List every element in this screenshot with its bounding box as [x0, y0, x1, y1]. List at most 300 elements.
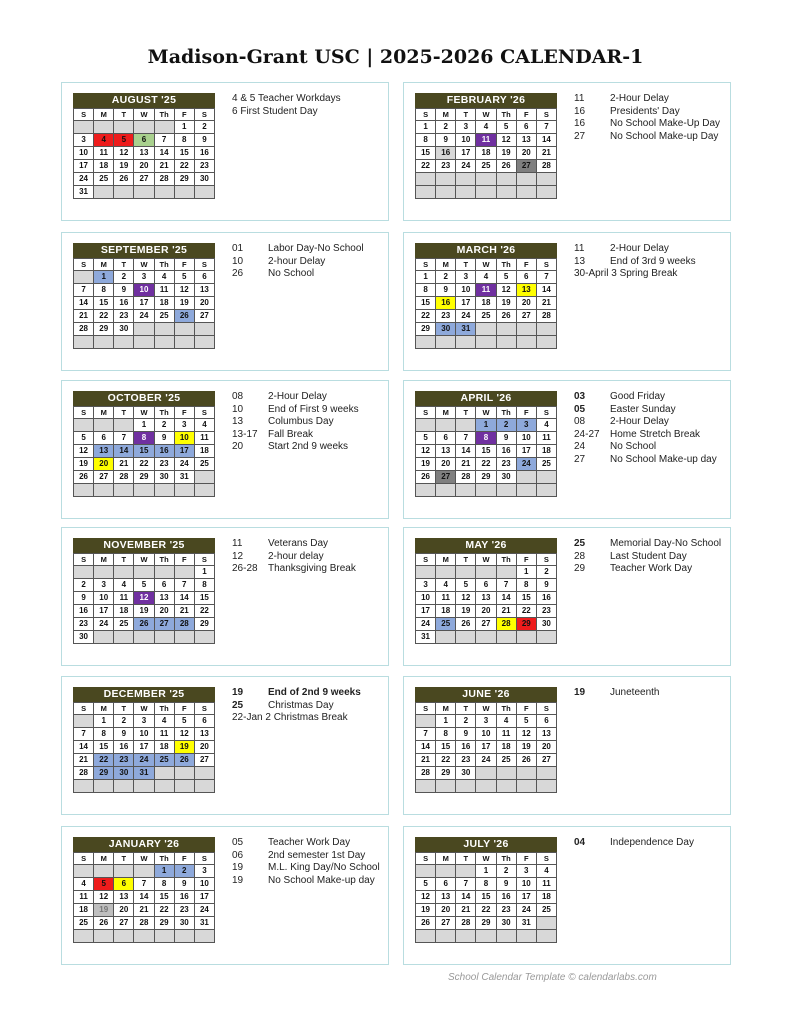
- month-title: MAY '26: [415, 538, 557, 553]
- day-cell: 9: [436, 284, 456, 297]
- day-cell: 25: [536, 904, 556, 917]
- week-row: [416, 297, 557, 310]
- weekday-label: M: [436, 407, 456, 419]
- event-date: 20: [232, 441, 244, 452]
- event-text: Start 2nd 9 weeks: [268, 441, 349, 452]
- day-cell: 12: [496, 284, 516, 297]
- day-cell: [436, 566, 456, 579]
- day-cell: 18: [154, 297, 174, 310]
- event-note: [232, 538, 384, 551]
- day-cell: 24: [456, 310, 476, 323]
- day-cell: 27: [114, 917, 134, 930]
- month-calendar: [415, 837, 557, 943]
- event-date: 16: [574, 118, 586, 129]
- day-cell: 16: [496, 445, 516, 458]
- day-cell: 29: [476, 917, 496, 930]
- week-row: [416, 605, 557, 618]
- day-cell: 13: [436, 891, 456, 904]
- day-cell: 3: [134, 715, 154, 728]
- day-cell: 19: [94, 904, 114, 917]
- day-cell: 26: [174, 754, 194, 767]
- weekday-label: S: [194, 853, 214, 865]
- day-cell: [536, 484, 556, 497]
- week-row: [416, 471, 557, 484]
- day-cell: 5: [114, 134, 134, 147]
- day-cell: [114, 121, 134, 134]
- weekday-header-row: [416, 259, 557, 271]
- weekday-label: W: [134, 407, 154, 419]
- event-text: Teacher Work Day: [610, 563, 693, 574]
- day-cell: 2: [536, 566, 556, 579]
- weekday-label: S: [194, 554, 214, 566]
- day-cell: 28: [134, 917, 154, 930]
- day-cell: [516, 484, 536, 497]
- day-cell: 4: [74, 878, 94, 891]
- event-date: 11: [574, 243, 585, 254]
- day-cell: 11: [436, 592, 456, 605]
- day-cell: 3: [134, 271, 154, 284]
- month-calendar: [415, 538, 557, 644]
- day-cell: 13: [516, 284, 536, 297]
- day-cell: [154, 566, 174, 579]
- weekday-label: T: [114, 407, 134, 419]
- day-cell: 26: [174, 310, 194, 323]
- day-cell: [496, 767, 516, 780]
- weekday-label: F: [174, 703, 194, 715]
- day-cell: 7: [496, 579, 516, 592]
- day-cell: 5: [94, 878, 114, 891]
- day-cell: 24: [416, 618, 436, 631]
- day-cell: 21: [536, 297, 556, 310]
- event-date: 28: [574, 550, 586, 562]
- week-row: [416, 728, 557, 741]
- month-grid: [415, 108, 557, 199]
- week-row: [74, 891, 215, 904]
- month-grid: [73, 108, 215, 199]
- day-cell: 14: [134, 891, 154, 904]
- event-note: [574, 441, 726, 454]
- month-notes: [232, 687, 384, 725]
- day-cell: 12: [416, 891, 436, 904]
- day-cell: [114, 780, 134, 793]
- day-cell: 15: [194, 592, 214, 605]
- day-cell: [436, 484, 456, 497]
- day-cell: [114, 631, 134, 644]
- day-cell: 10: [476, 728, 496, 741]
- day-cell: [134, 780, 154, 793]
- day-cell: 25: [194, 458, 214, 471]
- day-cell: 2: [456, 715, 476, 728]
- day-cell: 2: [154, 419, 174, 432]
- event-text: No School Make-up day: [268, 874, 375, 886]
- day-cell: 23: [194, 160, 214, 173]
- day-cell: 4: [194, 419, 214, 432]
- day-cell: [436, 780, 456, 793]
- weekday-label: W: [476, 259, 496, 271]
- day-cell: 5: [456, 579, 476, 592]
- day-cell: 2: [436, 121, 456, 134]
- day-cell: [154, 780, 174, 793]
- day-cell: 7: [536, 271, 556, 284]
- day-cell: [94, 780, 114, 793]
- day-cell: [114, 865, 134, 878]
- day-cell: 14: [74, 297, 94, 310]
- day-cell: 22: [94, 754, 114, 767]
- day-cell: 22: [476, 458, 496, 471]
- weekday-label: T: [456, 407, 476, 419]
- day-cell: 15: [134, 445, 154, 458]
- event-text: End of 3rd 9 weeks: [610, 255, 696, 267]
- day-cell: 31: [516, 917, 536, 930]
- week-row: [416, 754, 557, 767]
- weekday-label: S: [74, 259, 94, 271]
- day-cell: 15: [476, 891, 496, 904]
- day-cell: [516, 631, 536, 644]
- day-cell: 9: [496, 432, 516, 445]
- week-row: [416, 904, 557, 917]
- day-cell: [416, 484, 436, 497]
- day-cell: [74, 484, 94, 497]
- event-text: Fall Break: [268, 428, 314, 440]
- day-cell: 4: [536, 865, 556, 878]
- day-cell: 23: [436, 310, 456, 323]
- weekday-label: F: [516, 703, 536, 715]
- day-cell: [516, 767, 536, 780]
- event-text: No School Make-Up Day: [610, 118, 721, 129]
- day-cell: 21: [496, 605, 516, 618]
- day-cell: 29: [476, 471, 496, 484]
- month-title: FEBRUARY '26: [415, 93, 557, 108]
- day-cell: 23: [436, 160, 456, 173]
- week-row: [74, 271, 215, 284]
- event-date: 01: [232, 243, 244, 254]
- weekday-label: F: [516, 109, 536, 121]
- day-cell: 16: [154, 445, 174, 458]
- weekday-label: F: [174, 554, 194, 566]
- event-note: [574, 243, 726, 256]
- day-cell: 30: [456, 767, 476, 780]
- month-title: MARCH '26: [415, 243, 557, 258]
- day-cell: 3: [194, 865, 214, 878]
- week-row: [416, 592, 557, 605]
- day-cell: [134, 186, 154, 199]
- event-note: [232, 687, 384, 700]
- day-cell: 8: [436, 728, 456, 741]
- day-cell: 12: [94, 891, 114, 904]
- month-panel: [61, 676, 389, 815]
- week-row: [416, 419, 557, 432]
- event-text: Good Friday: [610, 391, 666, 402]
- month-calendar: [415, 93, 557, 199]
- day-cell: 1: [134, 419, 154, 432]
- event-note: [232, 256, 384, 269]
- day-cell: 30: [174, 917, 194, 930]
- month-panel: [61, 380, 389, 519]
- weekday-label: S: [194, 703, 214, 715]
- day-cell: 5: [74, 432, 94, 445]
- weekday-label: F: [516, 407, 536, 419]
- day-cell: [94, 631, 114, 644]
- day-cell: 20: [134, 160, 154, 173]
- weekday-label: T: [114, 259, 134, 271]
- day-cell: [194, 767, 214, 780]
- event-text: 6 First Student Day: [232, 105, 318, 117]
- event-date: 04: [574, 837, 586, 848]
- week-row: [74, 419, 215, 432]
- day-cell: [174, 186, 194, 199]
- month-calendar: [73, 837, 215, 943]
- day-cell: 4: [476, 121, 496, 134]
- day-cell: [194, 631, 214, 644]
- day-cell: 19: [74, 458, 94, 471]
- day-cell: [476, 484, 496, 497]
- event-text: No School Make-up day: [610, 453, 717, 465]
- weekday-label: T: [456, 554, 476, 566]
- week-row: [416, 618, 557, 631]
- day-cell: [134, 865, 154, 878]
- day-cell: 29: [174, 173, 194, 186]
- day-cell: 8: [476, 432, 496, 445]
- day-cell: [516, 780, 536, 793]
- day-cell: [114, 186, 134, 199]
- week-row: [416, 741, 557, 754]
- day-cell: [456, 186, 476, 199]
- event-text: No School: [610, 441, 657, 452]
- day-cell: 13: [194, 284, 214, 297]
- event-note: [232, 837, 384, 850]
- day-cell: 24: [94, 618, 114, 631]
- day-cell: 29: [94, 767, 114, 780]
- day-cell: 2: [114, 715, 134, 728]
- month-title: SEPTEMBER '25: [73, 243, 215, 258]
- event-note: [232, 850, 384, 863]
- week-row: [74, 631, 215, 644]
- month-panel: [403, 380, 731, 519]
- month-notes: [232, 93, 384, 118]
- week-row: [74, 780, 215, 793]
- day-cell: 26: [456, 618, 476, 631]
- event-date: 05: [232, 837, 244, 848]
- day-cell: 28: [456, 471, 476, 484]
- event-text: Easter Sunday: [610, 403, 676, 415]
- day-cell: 22: [194, 605, 214, 618]
- event-note: [574, 391, 726, 404]
- day-cell: 24: [516, 458, 536, 471]
- day-cell: 28: [154, 173, 174, 186]
- day-cell: 10: [174, 432, 194, 445]
- day-cell: 10: [134, 728, 154, 741]
- week-row: [416, 271, 557, 284]
- weekday-label: S: [536, 554, 556, 566]
- event-date: 10: [232, 403, 244, 415]
- day-cell: 13: [154, 592, 174, 605]
- event-text: Memorial Day-No School: [610, 538, 722, 549]
- day-cell: [536, 186, 556, 199]
- day-cell: [536, 471, 556, 484]
- day-cell: 2: [436, 271, 456, 284]
- month-title: AUGUST '25: [73, 93, 215, 108]
- month-calendar: [415, 243, 557, 349]
- day-cell: 19: [416, 904, 436, 917]
- day-cell: 27: [194, 310, 214, 323]
- week-row: [74, 605, 215, 618]
- event-text: 4 & 5 Teacher Workdays: [232, 93, 341, 104]
- day-cell: 2: [74, 579, 94, 592]
- week-row: [416, 445, 557, 458]
- day-cell: [516, 323, 536, 336]
- month-grid: [73, 852, 215, 943]
- day-cell: 8: [476, 878, 496, 891]
- day-cell: 10: [194, 878, 214, 891]
- day-cell: 29: [416, 323, 436, 336]
- day-cell: 31: [134, 767, 154, 780]
- event-note: [232, 700, 384, 713]
- day-cell: 1: [416, 121, 436, 134]
- month-grid: [415, 406, 557, 497]
- day-cell: 17: [74, 160, 94, 173]
- day-cell: [516, 930, 536, 943]
- event-note: [232, 441, 384, 454]
- day-cell: 13: [476, 592, 496, 605]
- day-cell: [496, 186, 516, 199]
- day-cell: [476, 336, 496, 349]
- weekday-label: W: [476, 853, 496, 865]
- day-cell: 8: [154, 878, 174, 891]
- day-cell: [94, 930, 114, 943]
- day-cell: 25: [536, 458, 556, 471]
- month-notes: [574, 93, 726, 143]
- day-cell: 11: [536, 432, 556, 445]
- week-row: [416, 121, 557, 134]
- day-cell: [416, 419, 436, 432]
- weekday-label: F: [174, 407, 194, 419]
- day-cell: 25: [94, 173, 114, 186]
- event-date: 08: [232, 391, 244, 402]
- event-note: [232, 243, 384, 256]
- day-cell: 7: [114, 432, 134, 445]
- month-grid: [73, 553, 215, 644]
- day-cell: 6: [134, 134, 154, 147]
- day-cell: 6: [194, 715, 214, 728]
- day-cell: 28: [456, 917, 476, 930]
- day-cell: 28: [536, 160, 556, 173]
- day-cell: 5: [174, 715, 194, 728]
- day-cell: 25: [476, 310, 496, 323]
- day-cell: 6: [536, 715, 556, 728]
- day-cell: 9: [456, 728, 476, 741]
- month-panel: [403, 232, 731, 371]
- week-row: [74, 618, 215, 631]
- weekday-header-row: [74, 853, 215, 865]
- day-cell: 26: [94, 917, 114, 930]
- week-row: [74, 445, 215, 458]
- event-note: [232, 416, 384, 429]
- month-grid: [415, 852, 557, 943]
- event-date: 11: [232, 538, 243, 549]
- week-row: [416, 878, 557, 891]
- day-cell: 20: [94, 458, 114, 471]
- day-cell: 12: [74, 445, 94, 458]
- day-cell: 17: [456, 147, 476, 160]
- week-row: [74, 323, 215, 336]
- week-row: [74, 310, 215, 323]
- event-note: [574, 563, 726, 576]
- event-note: [232, 551, 384, 564]
- event-note: [232, 875, 384, 888]
- day-cell: 21: [416, 754, 436, 767]
- weekday-label: W: [476, 554, 496, 566]
- week-row: [74, 297, 215, 310]
- weekday-label: T: [114, 554, 134, 566]
- day-cell: [74, 780, 94, 793]
- day-cell: 20: [516, 147, 536, 160]
- day-cell: [134, 566, 154, 579]
- weekday-label: W: [134, 109, 154, 121]
- weekday-label: S: [74, 703, 94, 715]
- weekday-header-row: [74, 407, 215, 419]
- day-cell: 25: [74, 917, 94, 930]
- day-cell: [74, 271, 94, 284]
- weekday-header-row: [74, 703, 215, 715]
- event-note: [574, 131, 726, 144]
- day-cell: 13: [134, 147, 154, 160]
- weekday-label: F: [516, 259, 536, 271]
- day-cell: 22: [416, 310, 436, 323]
- weekday-label: S: [74, 407, 94, 419]
- week-row: [74, 754, 215, 767]
- weekday-label: S: [536, 109, 556, 121]
- day-cell: 4: [94, 134, 114, 147]
- weekday-header-row: [416, 109, 557, 121]
- weekday-label: S: [416, 407, 436, 419]
- weekday-label: Th: [154, 853, 174, 865]
- day-cell: 6: [436, 432, 456, 445]
- day-cell: 22: [476, 904, 496, 917]
- week-row: [74, 917, 215, 930]
- day-cell: 30: [114, 323, 134, 336]
- weekday-label: S: [74, 853, 94, 865]
- day-cell: 13: [436, 445, 456, 458]
- event-note: [574, 106, 726, 119]
- weekday-label: Th: [496, 853, 516, 865]
- month-panel: [61, 82, 389, 221]
- day-cell: [416, 566, 436, 579]
- day-cell: 25: [436, 618, 456, 631]
- weekday-label: T: [114, 853, 134, 865]
- event-note: [232, 712, 384, 725]
- day-cell: 20: [536, 741, 556, 754]
- page-title: Madison-Grant USC | 2025-2026 CALENDAR-1: [147, 46, 644, 68]
- day-cell: 18: [74, 904, 94, 917]
- day-cell: 25: [154, 310, 174, 323]
- event-text: 2-Hour Delay: [610, 243, 669, 254]
- day-cell: [134, 631, 154, 644]
- week-row: [416, 432, 557, 445]
- day-cell: 7: [74, 284, 94, 297]
- day-cell: 8: [416, 284, 436, 297]
- day-cell: [94, 865, 114, 878]
- day-cell: 22: [94, 310, 114, 323]
- day-cell: [114, 484, 134, 497]
- day-cell: [154, 323, 174, 336]
- day-cell: 21: [456, 458, 476, 471]
- weekday-header-row: [74, 109, 215, 121]
- day-cell: 18: [436, 605, 456, 618]
- month-title: APRIL '26: [415, 391, 557, 406]
- event-date: 11: [574, 93, 585, 104]
- day-cell: [416, 715, 436, 728]
- day-cell: 27: [154, 618, 174, 631]
